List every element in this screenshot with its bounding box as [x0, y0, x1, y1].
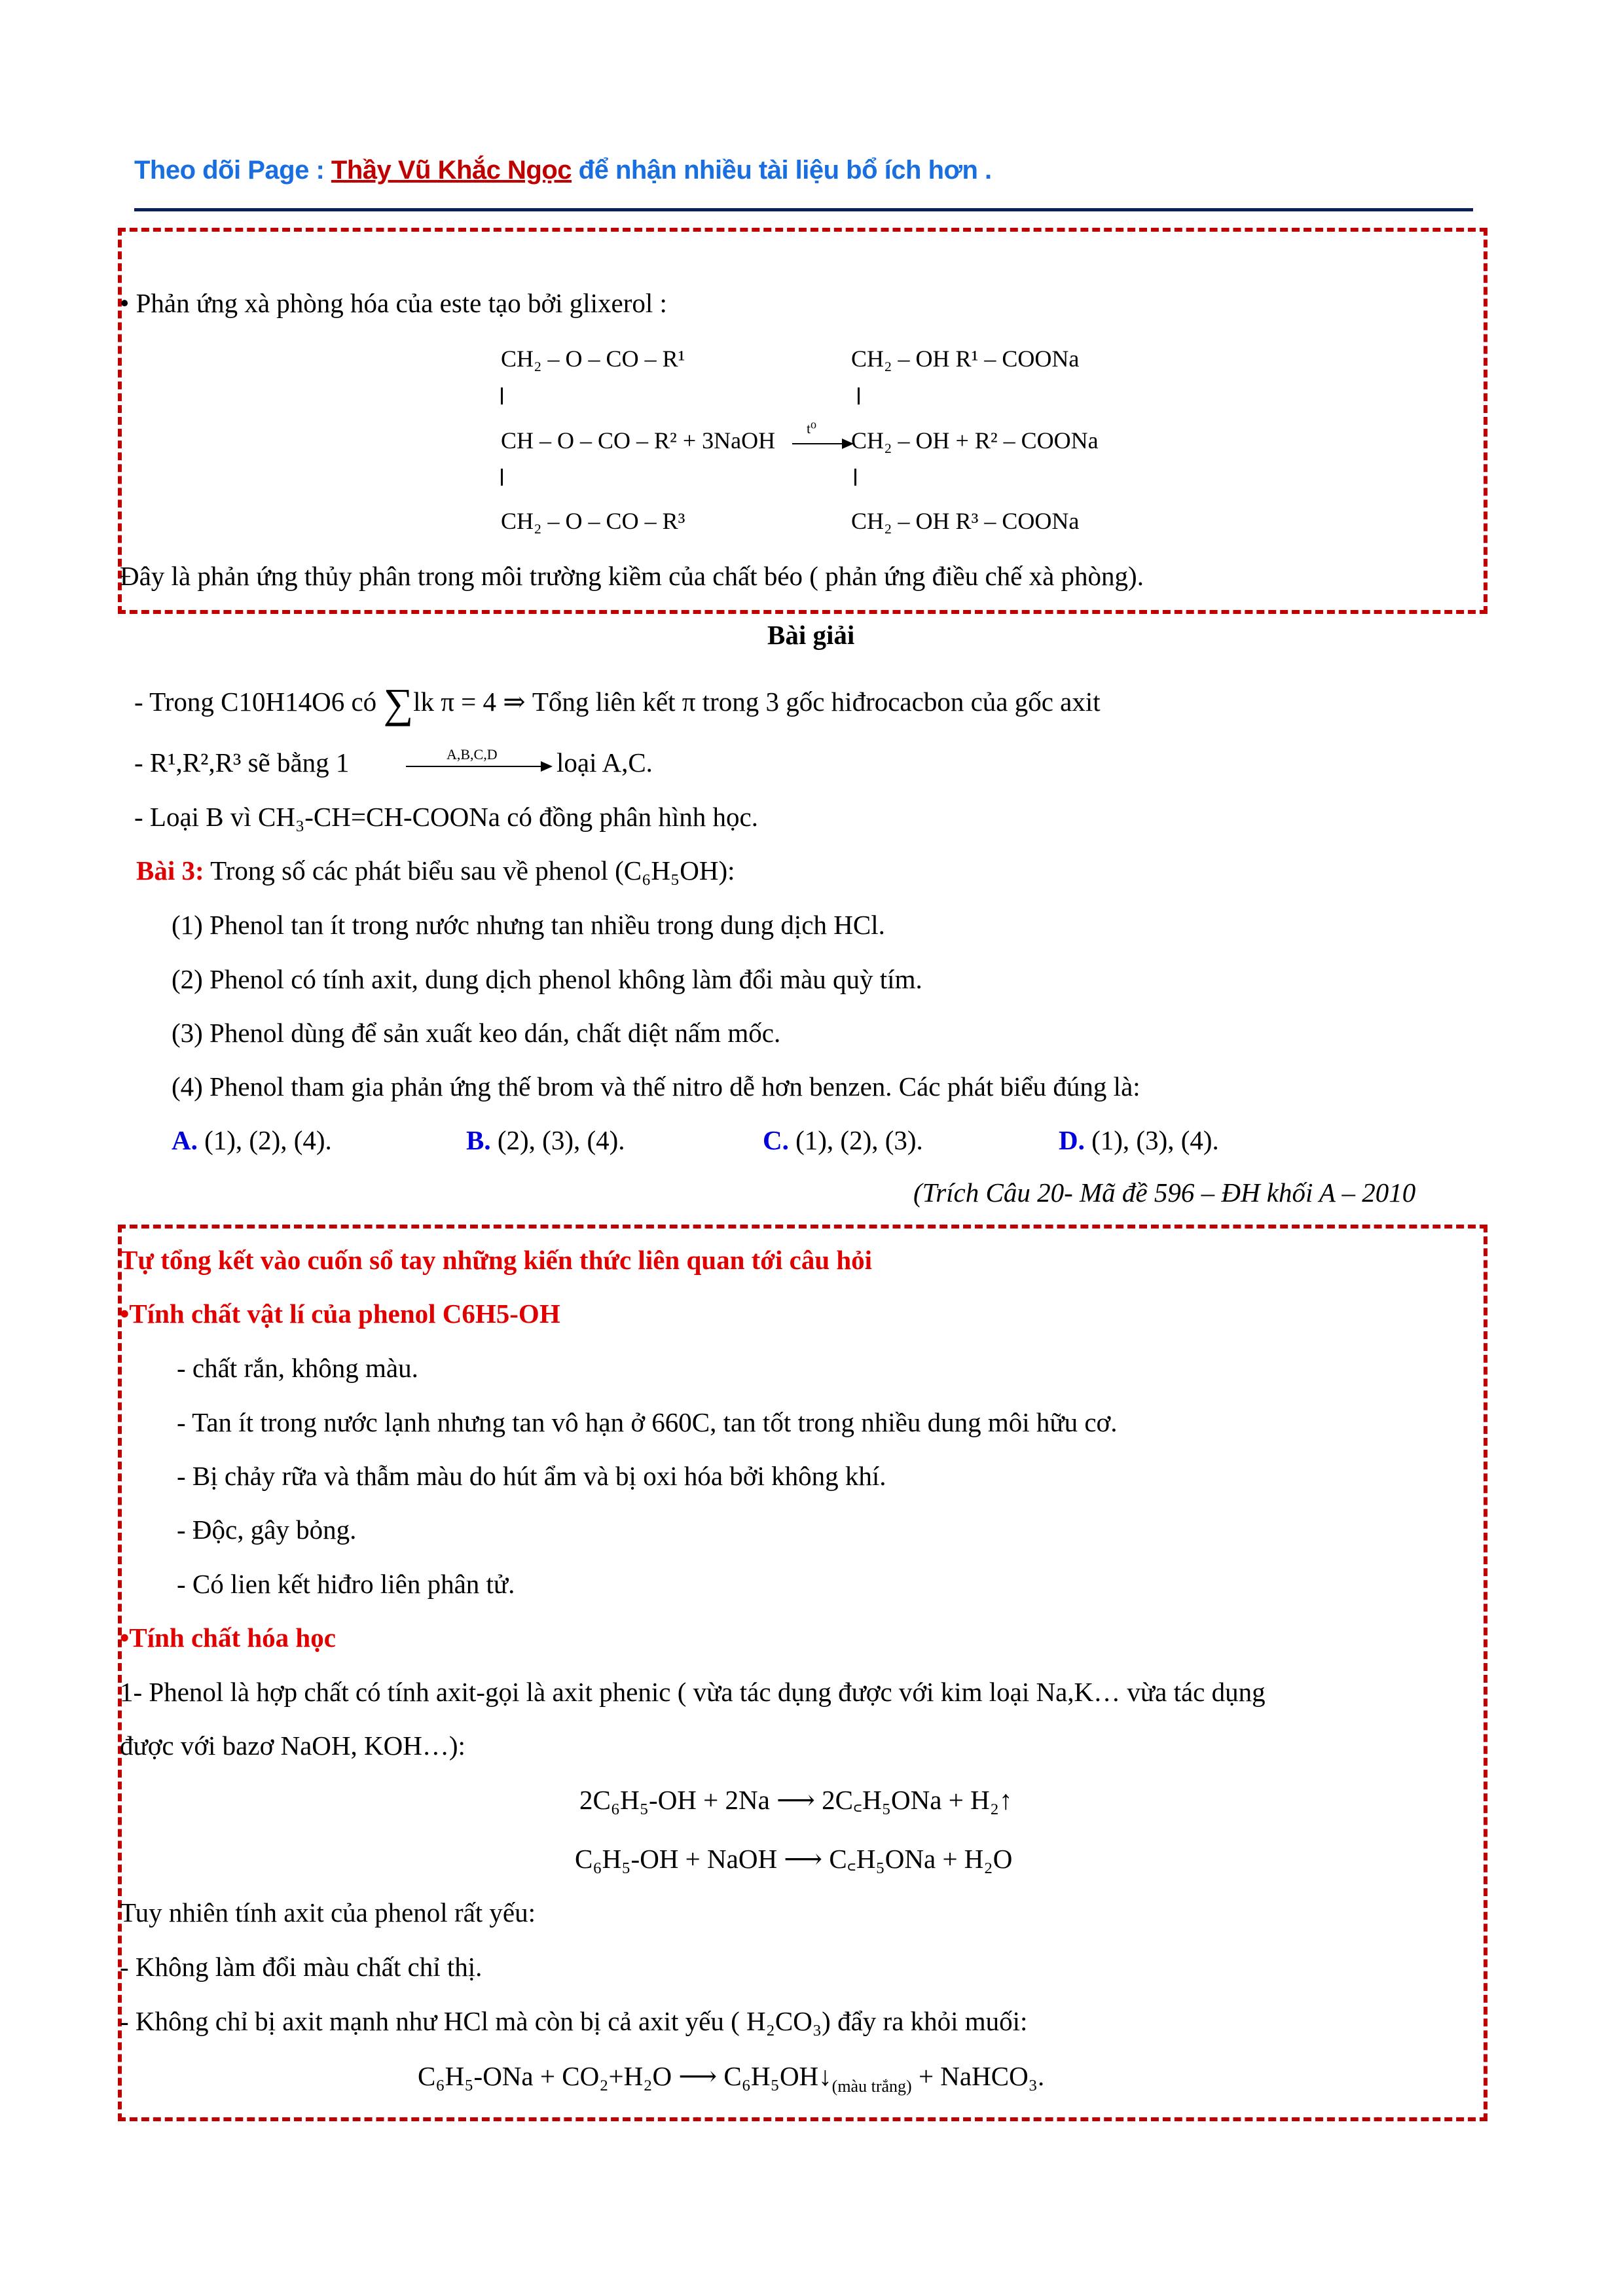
statement-2: (2) Phenol có tính axit, dung dịch phenol không làm đổi màu quỳ tím.: [172, 964, 922, 994]
product-line-3: CH₂ – OH R³ – COONa: [851, 508, 1080, 534]
physical-item-5: - Có lien kết hiđro liên phân tử.: [177, 1569, 515, 1599]
statement-1: (1) Phenol tan ít trong nước nhưng tan nhiều trong dung dịch HCl.: [172, 910, 885, 940]
product-line-2: CH₂ – OH + R² – COONa: [851, 427, 1099, 454]
weak-acid-point-2: - Không chỉ bị axit mạnh như HCl mà còn bị cả axit yếu ( H₂CO₃) đẩy ra khỏi muối:: [120, 2006, 1028, 2036]
header-suffix: để nhận nhiều tài liệu bổ ích hơn .: [572, 156, 992, 185]
bond-bar: [858, 387, 860, 404]
equation-phenol-sodium: 2C₆H₅-OH + 2Na ⟶ 2C꜀H₅ONa + H₂↑: [579, 1785, 1013, 1815]
saponification-note: Đây là phản ứng thủy phân trong môi trường kiềm của chất béo ( phản ứng điều chế xà phòng).: [120, 561, 1144, 591]
author-page-link[interactable]: Thầy Vũ Khắc Ngọc: [331, 156, 572, 185]
reactant-line-3: CH₂ – O – CO – R³: [501, 508, 685, 534]
equation-phenoxide-co2: [418, 2063, 1044, 2095]
weak-acid-intro: Tuy nhiên tính axit của phenol rất yếu:: [120, 1897, 536, 1928]
question-prompt: [136, 857, 735, 884]
option-c[interactable]: [763, 1127, 923, 1154]
solution-line-1-start: - Trong C10H14O6 có: [134, 687, 384, 717]
summary-heading: Tự tổng kết vào cuốn sổ tay những kiến thức liên quan tới câu hỏi: [120, 1245, 873, 1275]
bond-bar: [854, 469, 856, 486]
solution-line-1: [134, 680, 1101, 726]
option-d-key: D.: [1059, 1125, 1085, 1155]
reaction-arrow-line: [792, 443, 845, 444]
option-b[interactable]: [466, 1127, 625, 1154]
option-b-value: (2), (3), (4).: [490, 1125, 625, 1155]
header-prefix: Theo dõi Page :: [134, 156, 331, 185]
bond-bar: [501, 387, 503, 404]
statement-4: (4) Phenol tham gia phản ứng thế brom và thế nitro dễ hơn benzen. Các phát biểu đúng là:: [172, 1071, 1140, 1102]
option-c-key: C.: [763, 1125, 789, 1155]
equation-co2-tail: + NaHCO₃.: [911, 2061, 1045, 2091]
precipitate-note: (màu trắng): [831, 2077, 912, 2096]
arrow-label-options: A,B,C,D: [447, 746, 498, 762]
option-a-key: A.: [172, 1125, 198, 1155]
equation-phenol-naoh: C₆H₅-OH + NaOH ⟶ C꜀H₅ONa + H₂O: [575, 1844, 1013, 1874]
solution-line-1-end: lk π = 4 ⇒ Tổng liên kết π trong 3 gốc hiđrocacbon của gốc axit: [413, 687, 1101, 717]
theory-box-saponification: [118, 228, 1487, 614]
sum-symbol: ∑: [383, 680, 414, 726]
weak-acid-point-1: - Không làm đổi màu chất chỉ thị.: [120, 1952, 483, 1982]
implication-arrow-icon: [541, 761, 553, 772]
option-d-value: (1), (3), (4).: [1084, 1125, 1219, 1155]
solution-line-2: - R¹,R²,R³ sẽ bằng 1: [134, 747, 350, 778]
physical-item-3: - Bị chảy rữa và thẫm màu do hút ẩm và bị oxi hóa bởi không khí.: [177, 1461, 886, 1491]
statement-3: (3) Phenol dùng để sản xuất keo dán, chất diệt nấm mốc.: [172, 1018, 781, 1048]
physical-properties-heading: •Tính chất vật lí của phenol C6H5-OH: [120, 1299, 560, 1329]
option-a-value: (1), (2), (4).: [197, 1125, 332, 1155]
chemical-paragraph-line-2: được với bazơ NaOH, KOH…):: [120, 1731, 465, 1761]
physical-item-2: - Tan ít trong nước lạnh nhưng tan vô hạn ở 660C, tan tốt trong nhiều dung môi hữu cơ.: [177, 1407, 1118, 1437]
question-source: (Trích Câu 20- Mã đề 596 – ĐH khối A – 2010: [913, 1177, 1416, 1208]
page-header: [134, 156, 992, 185]
option-b-key: B.: [466, 1125, 491, 1155]
chemical-properties-heading: •Tính chất hóa học: [120, 1623, 336, 1653]
physical-item-1: - chất rắn, không màu.: [177, 1353, 418, 1383]
question-label: Bài 3:: [136, 855, 204, 886]
question-text: Trong số các phát biểu sau về phenol (C₆H₅OH):: [204, 855, 735, 886]
reactant-line-1: CH₂ – O – CO – R¹: [501, 346, 685, 372]
solution-line-2-result: loại A,C.: [556, 747, 653, 778]
physical-item-4: - Độc, gây bỏng.: [177, 1515, 357, 1545]
option-c-value: (1), (2), (3).: [788, 1125, 923, 1155]
reactant-line-2: CH – O – CO – R² + 3NaOH: [501, 427, 776, 454]
reaction-condition: t⁰: [807, 420, 816, 437]
option-d[interactable]: [1059, 1127, 1219, 1154]
equation-co2-main: C₆H₅-ONa + CO₂+H₂O ⟶ C₆H₅OH↓: [418, 2061, 832, 2091]
product-line-1: CH₂ – OH R¹ – COONa: [851, 346, 1080, 372]
bond-bar: [501, 469, 503, 486]
implication-arrow-line: [406, 766, 543, 767]
solution-title: Bài giải: [767, 620, 855, 650]
solution-line-3: - Loại B vì CH₃-CH=CH-COONa có đồng phân hình học.: [134, 802, 758, 832]
chemical-paragraph-line-1: 1- Phenol là hợp chất có tính axit-gọi là axit phenic ( vừa tác dụng được với kim loại Na,K… vừa tác dụng: [120, 1677, 1266, 1707]
saponification-intro: • Phản ứng xà phòng hóa của este tạo bởi glixerol :: [120, 288, 667, 318]
option-a[interactable]: [172, 1127, 332, 1154]
header-divider: [134, 208, 1473, 211]
